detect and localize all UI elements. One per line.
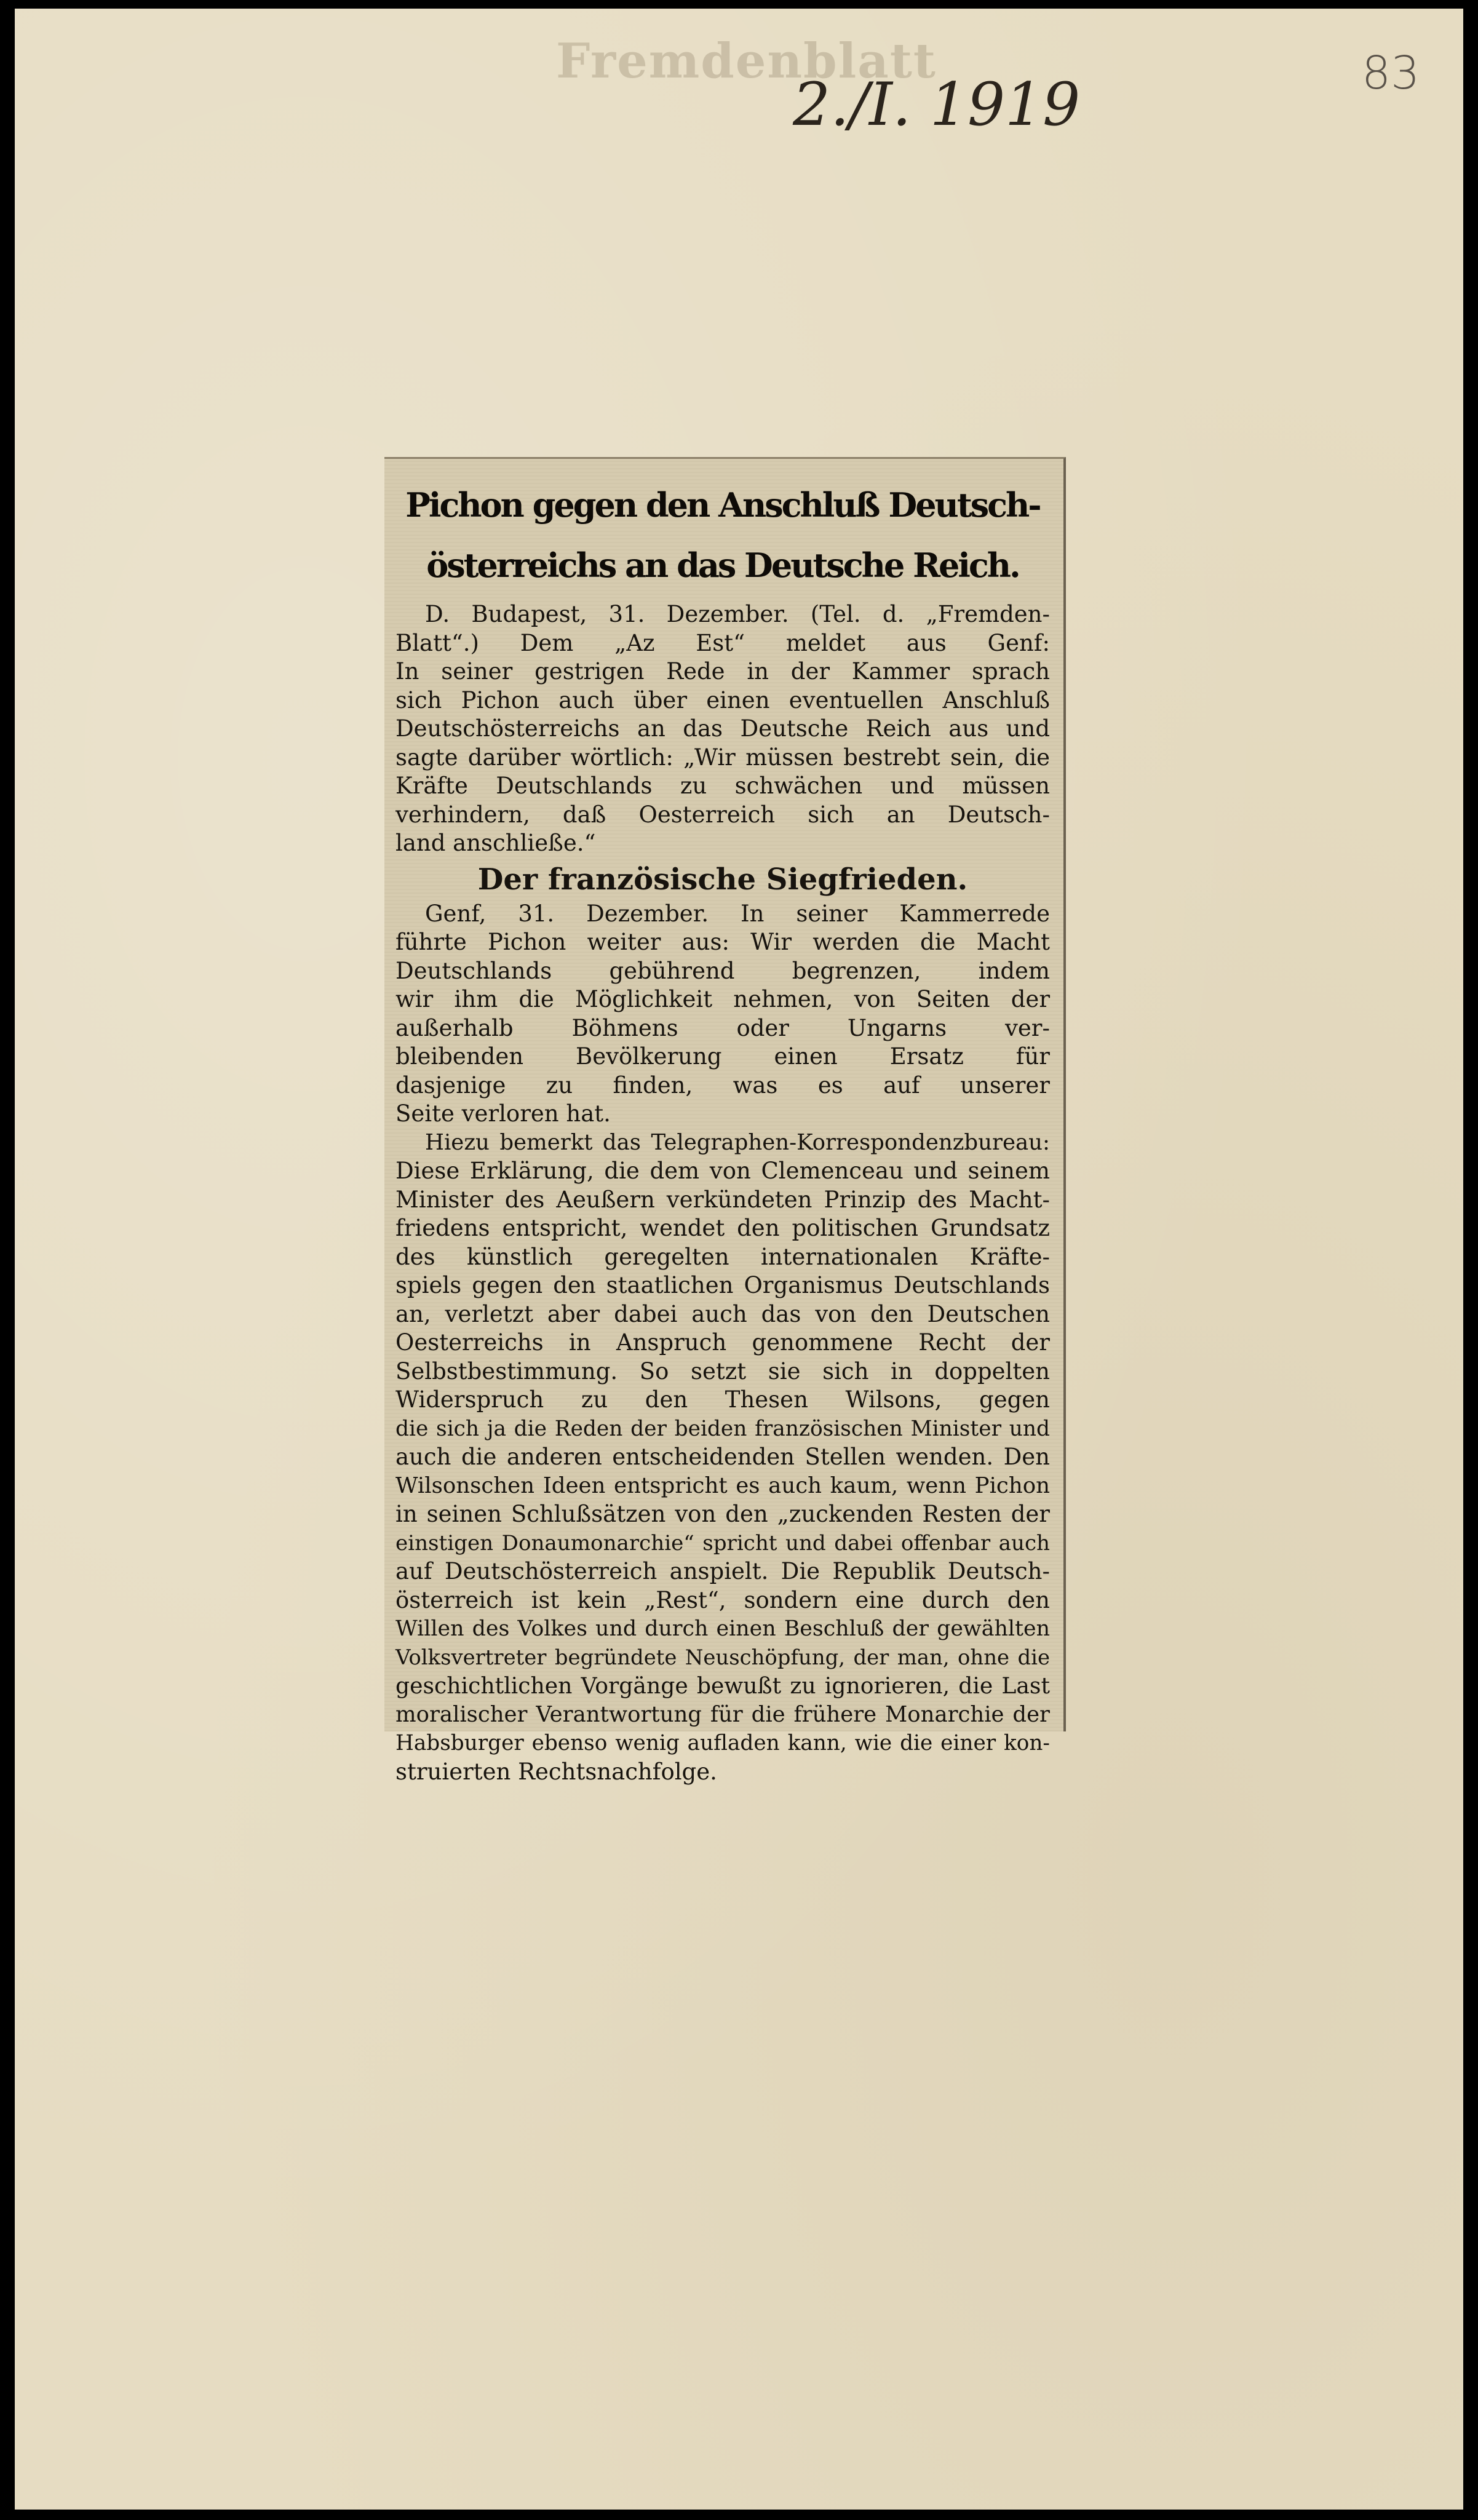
handwritten-date: 2./I. 1919: [793, 70, 1081, 139]
text-line: Selbstbestimmung. So setzt sie sich in doppelten: [395, 1357, 1050, 1385]
text-line: auch die anderen entscheidenden Stellen wenden. Den: [395, 1444, 1050, 1470]
text-line: struierten Rechtsnachfolge.: [395, 1758, 717, 1785]
text-line: land anschließe.“: [395, 830, 596, 856]
text-line: Seite verloren hat.: [395, 1100, 611, 1127]
text-line: des künstlich geregelten internationalen Kräfte-: [395, 1243, 1050, 1270]
text-line: Genf, 31. Dezember. In seiner Kammerrede: [425, 900, 1050, 927]
text-line: auf Deutschösterreich anspielt. Die Republik Deutsch-: [395, 1558, 1050, 1584]
text-line: österreich ist kein „Rest“, sondern eine durch den: [395, 1586, 1050, 1613]
text-line: spiels gegen den staatlichen Organismus Deutschlands: [395, 1272, 1050, 1298]
text-line: Oesterreichs in Anspruch genommene Recht der: [395, 1329, 1050, 1356]
text-line: Habsburger ebenso wenig aufladen kann, wie die einer kon-: [395, 1731, 1050, 1755]
article-paragraph-3: [395, 1129, 1050, 1787]
text-line: Kräfte Deutschlands zu schwächen und müssen: [395, 773, 1050, 799]
text-line: verhindern, daß Oesterreich sich an Deutsch-: [395, 801, 1050, 828]
folio-number: 83: [1362, 47, 1420, 100]
article-headline: Pichon gegen den Anschluß Deutsch-österreichs an das Deutsche Reich.: [405, 485, 1040, 585]
text-line: In seiner gestrigen Rede in der Kammer sprach: [395, 658, 1050, 685]
faded-newspaper-stamp: Fremdenblatt: [556, 33, 937, 89]
text-line: moralischer Verantwortung für die frühere Monarchie der: [395, 1701, 1050, 1727]
text-line: Hiezu bemerkt das Telegraphen-Korrespondenzbureau:: [425, 1129, 1050, 1155]
text-line: Volksvertreter begründete Neuschöpfung, der man, ohne die: [395, 1645, 1050, 1669]
text-line: die sich ja die Reden der beiden französischen Minister und: [395, 1416, 1050, 1441]
text-line: sagte darüber wörtlich: „Wir müssen bestrebt sein, die: [395, 744, 1050, 771]
text-line: Minister des Aeußern verkündeten Prinzip des Macht-: [395, 1186, 1050, 1213]
newspaper-clipping: [384, 457, 1066, 1785]
text-line: geschichtlichen Vorgänge bewußt zu ignorieren, die Last: [395, 1672, 1050, 1699]
text-line: friedens entspricht, wendet den politischen Grundsatz: [395, 1215, 1050, 1241]
text-line: Blatt“.) Dem „Az Est“ meldet aus Genf:: [395, 629, 1050, 656]
text-line: führte Pichon weiter aus: Wir werden die Macht: [395, 929, 1050, 955]
text-line: dasjenige zu finden, was es auf unserer: [395, 1071, 1050, 1099]
text-line: sich Pichon auch über einen eventuellen Anschluß: [395, 686, 1050, 713]
text-line: Deutschlands gebührend begrenzen, indem: [395, 957, 1050, 984]
text-line: Diese Erklärung, die dem von Clemenceau und seinem: [395, 1158, 1050, 1184]
text-line: bleibenden Bevölkerung einen Ersatz für: [395, 1043, 1050, 1070]
article-subheadline: Der französische Siegfrieden.: [477, 862, 968, 897]
text-line: Willen des Volkes und durch einen Beschluß der gewählten: [395, 1616, 1050, 1641]
text-line: an, verletzt aber dabei auch das von den Deutschen: [395, 1300, 1050, 1327]
text-line: wir ihm die Möglichkeit nehmen, von Seiten der: [395, 986, 1050, 1012]
article-paragraph-1: [395, 600, 1050, 858]
article-paragraph-2: [395, 900, 1050, 1129]
text-line: D. Budapest, 31. Dezember. (Tel. d. „Fremden-: [425, 601, 1050, 627]
text-line: in seinen Schlußsätzen von den „zuckenden Resten der: [395, 1501, 1050, 1527]
text-line: einstigen Donaumonarchie“ spricht und dabei offenbar auch: [395, 1530, 1050, 1556]
text-line: Wilsonschen Ideen entspricht es auch kaum, wenn Pichon: [395, 1473, 1050, 1498]
text-line: außerhalb Böhmens oder Ungarns ver-: [395, 1014, 1050, 1041]
text-line: Widerspruch zu den Thesen Wilsons, gegen: [395, 1386, 1050, 1413]
text-line: Deutschösterreichs an das Deutsche Reich aus und: [395, 715, 1050, 742]
